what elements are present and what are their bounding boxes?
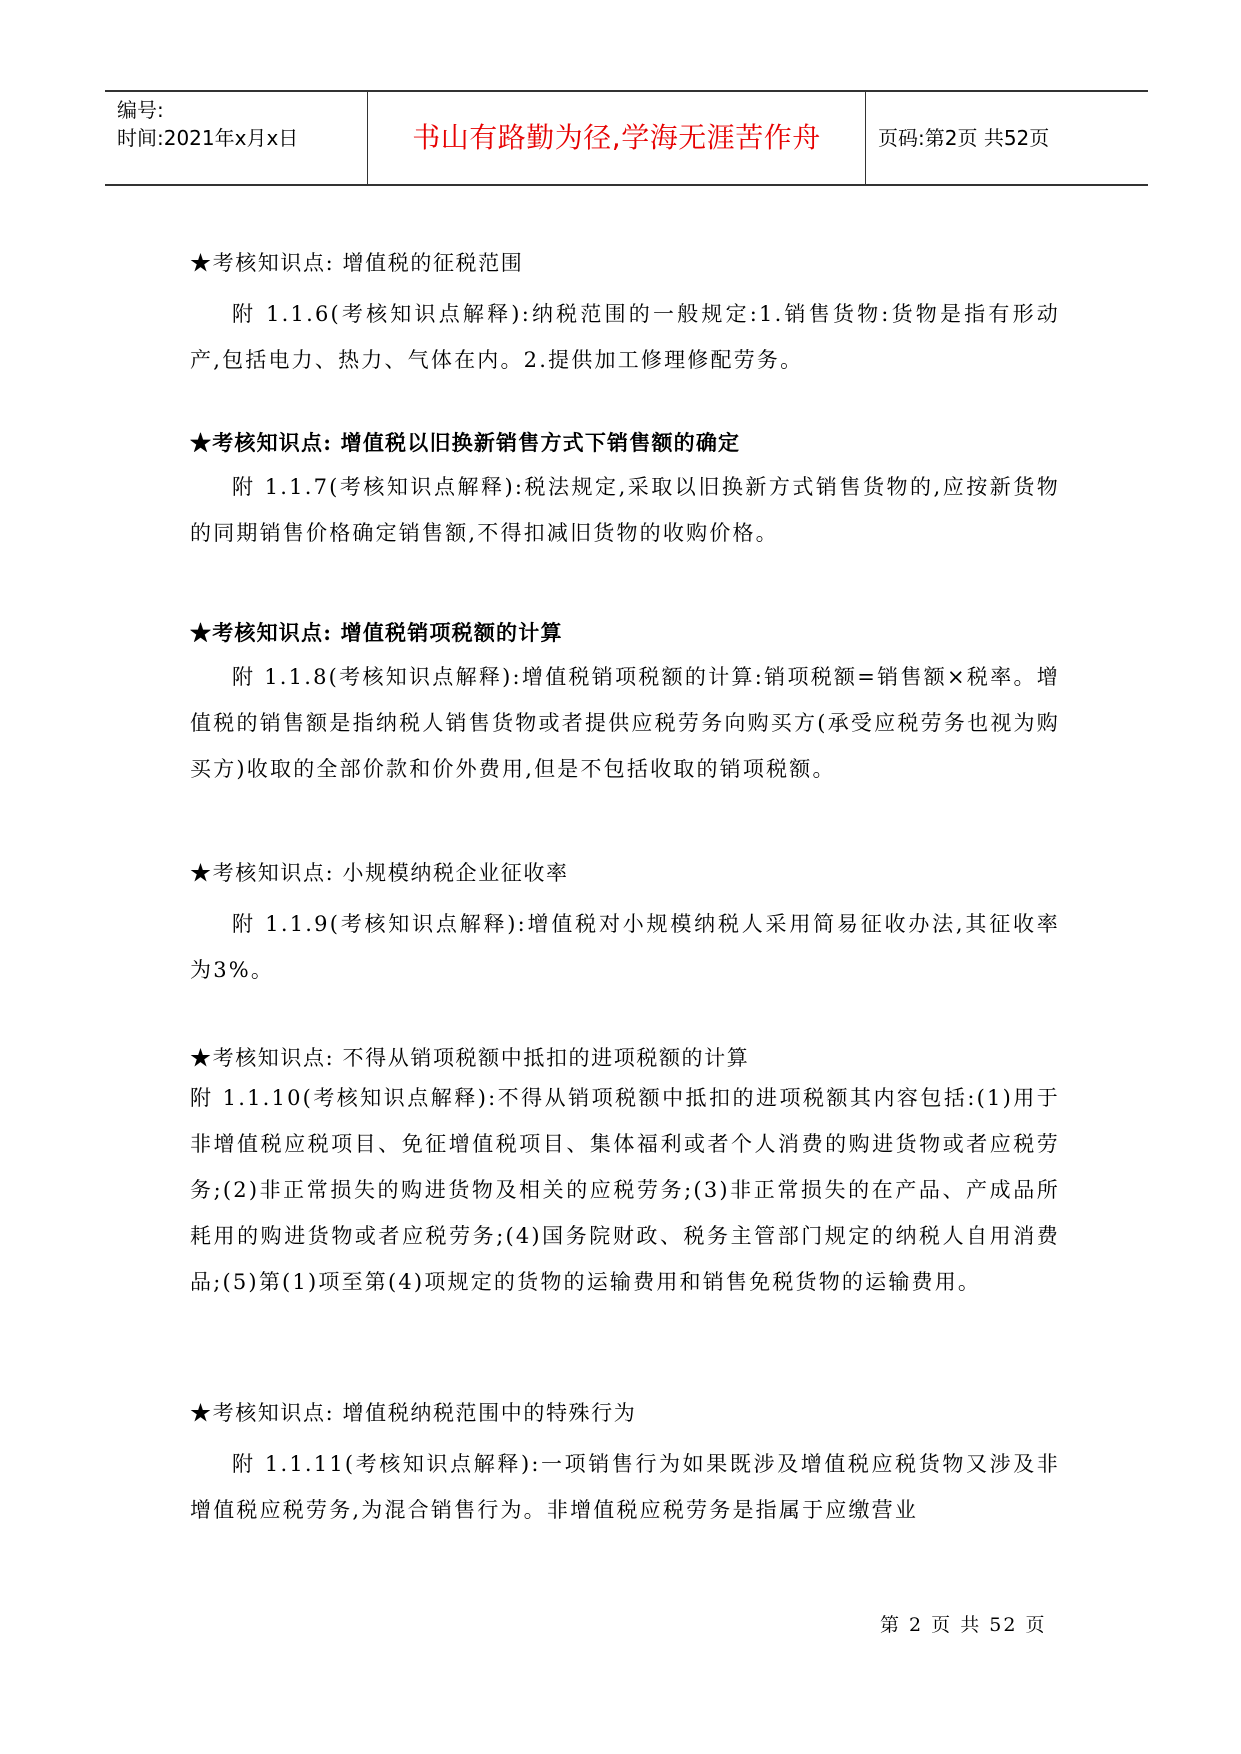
section-body: 附 1.1.8(考核知识点解释):增值税销项税额的计算:销项税额=销售额×税率。增值税的销售额是指纳税人销售货物或者提供应税劳务向购买方(承受应税劳务也视为购买方)收取的全部价款和价外费用,但是不包括收取的销项税额。 (190, 665, 1060, 781)
section-small-taxpayer-rate (190, 858, 1060, 993)
section-output-tax (190, 618, 1060, 792)
section-non-deductible-input-tax (190, 1043, 1060, 1305)
section-special-behavior (190, 1398, 1060, 1533)
section-body: 附 1.1.6(考核知识点解释):纳税范围的一般规定:1.销售货物:货物是指有形动产,包括电力、热力、气体在内。2.提供加工修理修配劳务。 (190, 302, 1060, 372)
section-body: 附 1.1.10(考核知识点解释):不得从销项税额中抵扣的进项税额其内容包括:(1)用于非增值税应税项目、免征增值税项目、集体福利或者个人消费的购进货物或者应税劳务;(2)非正常损失的购进货物及相关的应税劳务;(3)非正常损失的在产品、产成品所耗用的购进货物或者应税劳务;(4)国务院财政、税务主管部门规定的纳税人自用消费品;(5)第(1)项至第(4)项规定的货物的运输费用和销售免税货物的运输费用。 (190, 1086, 1060, 1294)
section-body: 附 1.1.11(考核知识点解释):一项销售行为如果既涉及增值税应税货物又涉及非增值税应税劳务,为混合销售行为。非增值税应税劳务是指属于应缴营业 (190, 1452, 1060, 1522)
page-number-footer: 第 2 页 共 52 页 (880, 1614, 1047, 1636)
section-body: 附 1.1.9(考核知识点解释):增值税对小规模纳税人采用简易征收办法,其征收率为3%。 (190, 912, 1060, 982)
header-page-label: 页码:第2页 共52页 (878, 126, 1050, 150)
document-date-label: 时间:2021年x月x日 (117, 126, 299, 150)
section-title: ★考核知识点: 增值税销项税额的计算 (190, 620, 563, 645)
section-trade-in-sales (190, 428, 1060, 556)
section-title: ★考核知识点: 小规模纳税企业征收率 (190, 861, 569, 885)
section-title: ★考核知识点: 增值税纳税范围中的特殊行为 (190, 1401, 637, 1425)
document-number-label: 编号: (117, 98, 164, 122)
header-slogan: 书山有路勤为径,学海无涯苦作舟 (368, 92, 866, 184)
section-title: ★考核知识点: 不得从销项税额中抵扣的进项税额的计算 (190, 1046, 750, 1070)
page-header (105, 90, 1148, 186)
section-title: ★考核知识点: 增值税的征税范围 (190, 251, 524, 275)
section-vat-scope (190, 248, 1060, 383)
section-title: ★考核知识点: 增值税以旧换新销售方式下销售额的确定 (190, 430, 741, 455)
section-body: 附 1.1.7(考核知识点解释):税法规定,采取以旧换新方式销售货物的,应按新货物的同期销售价格确定销售额,不得扣减旧货物的收购价格。 (190, 475, 1060, 545)
header-meta-cell (105, 92, 368, 184)
